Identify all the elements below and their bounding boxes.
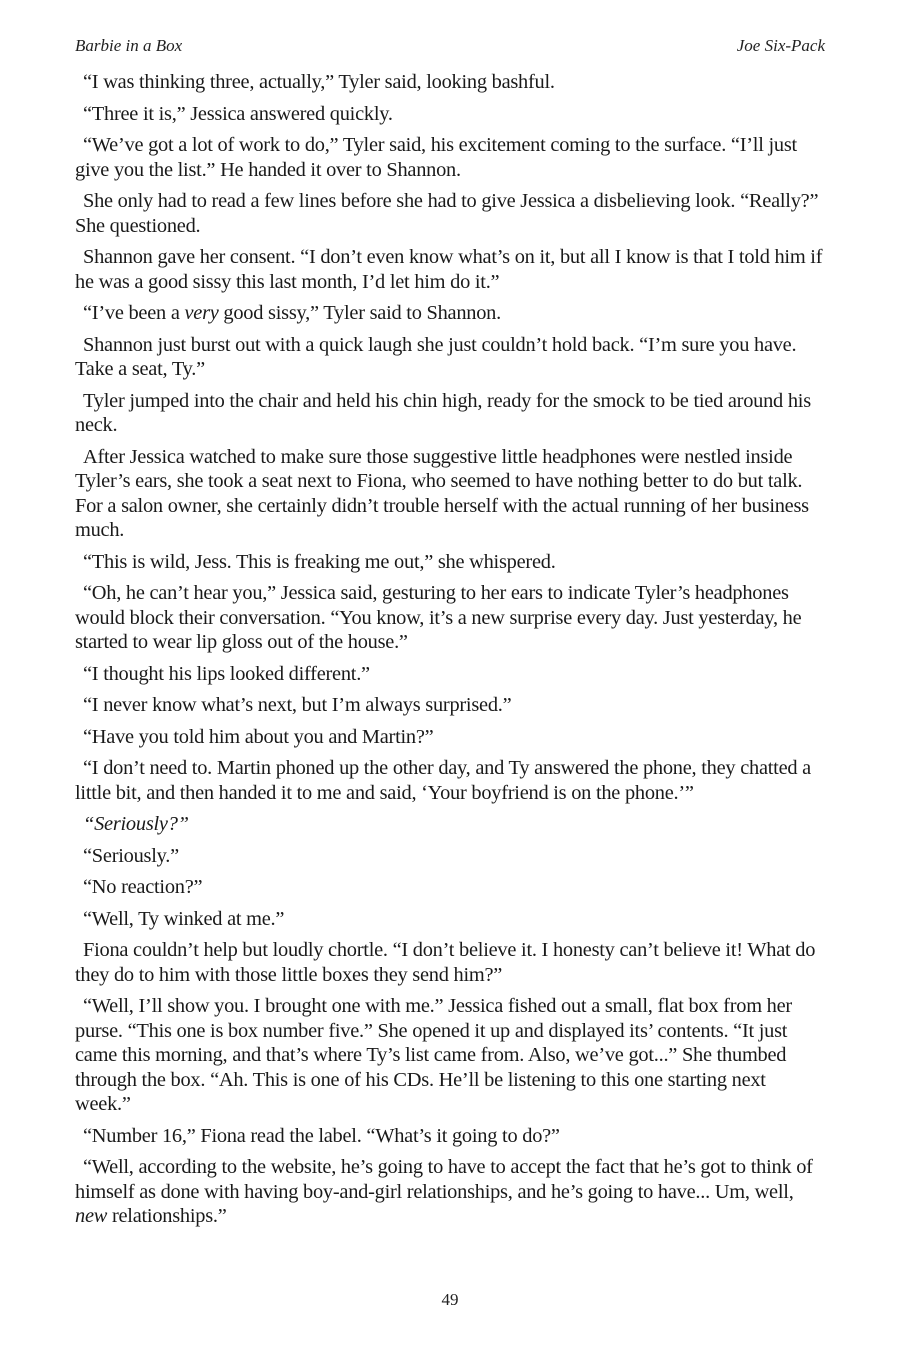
paragraph (75, 693, 825, 718)
paragraph (75, 389, 825, 438)
paragraph (75, 875, 825, 900)
text-run: “Oh, he can’t hear you,” Jessica said, gesturing to her ears to indicate Tyler’s headphones would block their conversation. “You know, it’s a new surprise every day. Just yesterday, he started to wear lip gloss out of the house.” (75, 582, 802, 653)
text-run: Tyler jumped into the chair and held his chin high, ready for the smock to be tied around his neck. (75, 389, 811, 436)
paragraph (75, 133, 825, 182)
italic-text: very (184, 302, 219, 324)
paragraph (75, 994, 825, 1117)
paragraph (75, 189, 825, 238)
text-run: “Three it is,” Jessica answered quickly. (83, 102, 393, 125)
text-run: “Seriously.” (83, 844, 179, 867)
text-run: relationships.” (107, 1205, 227, 1227)
paragraph (75, 550, 825, 575)
text-run: “No reaction?” (83, 876, 203, 898)
paragraph (75, 844, 825, 869)
paragraph (75, 445, 825, 543)
running-header (75, 36, 825, 56)
text-run: “Well, according to the website, he’s going to have to accept the fact that he’s got to think of himself as done with having boy-and-girl relationships, and he’s going to have... Um, well, (75, 1156, 813, 1203)
paragraph (75, 725, 825, 750)
paragraph (75, 812, 825, 837)
paragraph (75, 907, 825, 932)
text-run: “I don’t need to. Martin phoned up the other day, and Ty answered the phone, they chatted a little bit, and then handed it to me and said, ‘Your boyfriend is on the phone.’” (75, 757, 811, 804)
text-run: “We’ve got a lot of work to do,” Tyler said, his excitement coming to the surface. “I’ll just give you the list.” He handed it over to Shannon. (75, 134, 797, 181)
text-run: “Number 16,” Fiona read the label. “What’s it going to do?” (83, 1124, 560, 1147)
text-run: “I was thinking three, actually,” Tyler said, looking bashful. (83, 71, 555, 93)
text-run: Fiona couldn’t help but loudly chortle. “I don’t believe it. I honesty can’t believe it! What do they do to him with those little boxes they send him?” (75, 939, 816, 986)
text-run: Shannon just burst out with a quick laugh she just couldn’t hold back. “I’m sure you have. Take a seat, Ty.” (75, 333, 797, 380)
text-run: After Jessica watched to make sure those suggestive little headphones were nestled inside Tyler’s ears, she took a seat next to Fiona, who seemed to have nothing better to do but talk. For a salon owner, she certainly didn’t trouble herself with the actual running of her business much. (75, 445, 809, 541)
text-run: “This is wild, Jess. This is freaking me out,” she whispered. (83, 550, 556, 573)
book-title: Barbie in a Box (75, 36, 183, 55)
paragraph (75, 70, 825, 95)
paragraph (75, 102, 825, 127)
text-run: “Well, Ty winked at me.” (83, 907, 285, 930)
paragraph (75, 756, 825, 805)
paragraph (75, 1124, 825, 1149)
text-run: good sissy,” Tyler said to Shannon. (218, 302, 501, 324)
text-run: “Have you told him about you and Martin?” (83, 725, 434, 748)
italic-text: “Seriously?” (83, 813, 189, 835)
page-number: 49 (441, 1290, 459, 1309)
text-run: “Well, I’ll show you. I brought one with me.” Jessica fished out a small, flat box from her purse. “This one is box number five.” She opened it up and displayed its’ contents. “It just came this morning, and that’s where Ty’s list came from. Also, we’ve got...” She thumbed through the box. “Ah. This is one of his CDs. He’ll be listening to this one starting next week.” (75, 995, 792, 1115)
text-run: “I’ve been a (83, 302, 185, 324)
paragraph (75, 1155, 825, 1229)
author-name: Joe Six-Pack (736, 36, 825, 55)
italic-text: new (75, 1205, 108, 1227)
paragraph (75, 301, 825, 326)
text-run: “I thought his lips looked different.” (83, 662, 370, 685)
text-run: Shannon gave her consent. “I don’t even know what’s on it, but all I know is that I told him if he was a good sissy this last month, I’d let him do it.” (75, 246, 823, 293)
paragraph (75, 333, 825, 382)
body-text (75, 70, 825, 1236)
paragraph (75, 581, 825, 655)
text-run: “I never know what’s next, but I’m always surprised.” (83, 694, 512, 716)
paragraph (75, 938, 825, 987)
paragraph (75, 245, 825, 294)
paragraph (75, 662, 825, 687)
text-run: She only had to read a few lines before she had to give Jessica a disbelieving look. “Really?” She questioned. (75, 190, 819, 237)
